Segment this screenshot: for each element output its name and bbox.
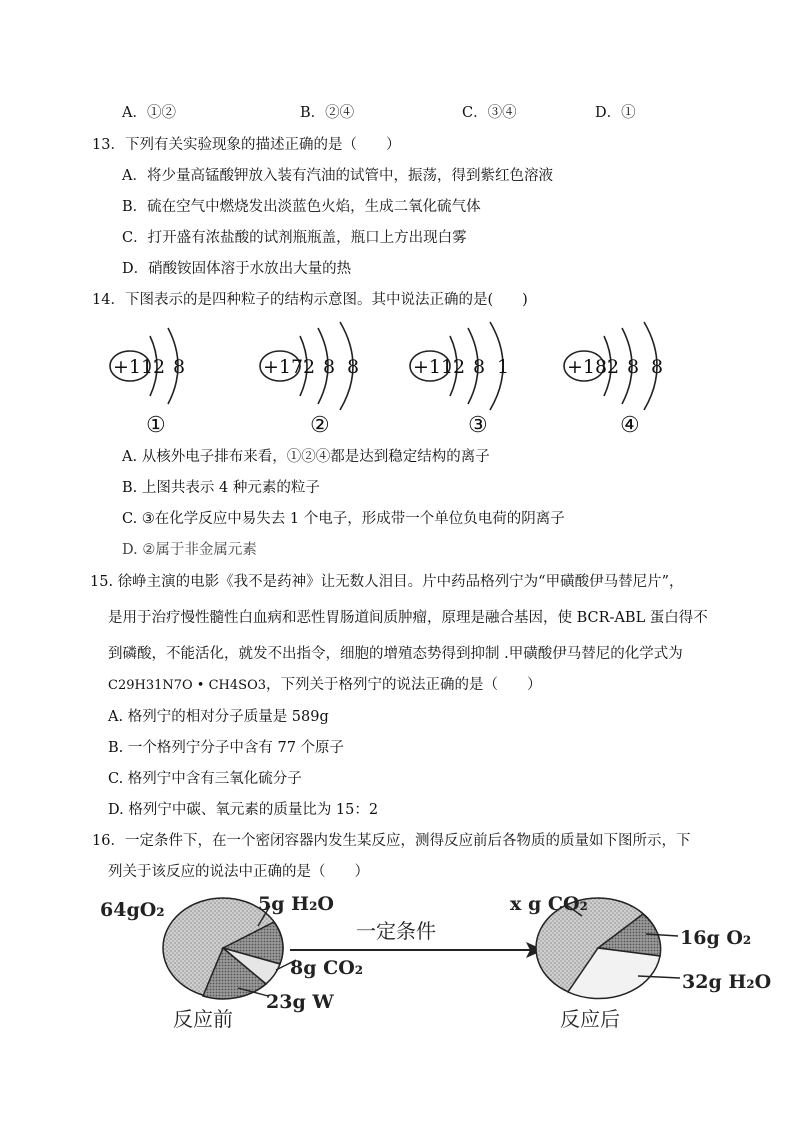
before-caption: 反应前: [173, 1007, 233, 1031]
atom1-nucleus: +11: [113, 356, 154, 378]
atom3-shell2: 8: [473, 356, 486, 378]
before-w-label: 23g W: [266, 991, 334, 1013]
q12-option-b: B．②④: [300, 105, 355, 121]
reaction-condition: 一定条件: [356, 919, 436, 943]
atom4-shell3: 8: [651, 356, 664, 378]
q12-option-c: C．③④: [462, 105, 517, 121]
q15-option-b: B. 一个格列宁分子中含有 77 个原子: [108, 740, 345, 756]
q12-option-d: D．①: [595, 105, 636, 121]
atom4-shell1: 2: [607, 356, 620, 378]
reaction-pie-diagram: [98, 886, 772, 1032]
before-h2o-label: 5g H₂O: [258, 893, 334, 915]
q15-line1: 15. 徐峥主演的电影《我不是药神》让无数人泪目。片中药品格列宁为“甲磺酸伊马替尼片”，: [90, 574, 684, 590]
q14-option-d: D. ②属于非金属元素: [122, 542, 257, 558]
reaction-arrow: [290, 942, 544, 958]
after-h2o-label: 32g H₂O: [682, 971, 772, 993]
q15-line2: 是用于治疗慢性髓性白血病和恶性胃肠道间质肿瘤，原理是融合基因，使 BCR-ABL 蛋白得不: [108, 610, 708, 626]
q14-option-a: A. 从核外电子排布来看，①②④都是达到稳定结构的离子: [122, 449, 490, 465]
atom1-shell2: 8: [173, 356, 186, 378]
q15-option-c: C. 格列宁中含有三氧化硫分子: [108, 771, 302, 787]
atom2-shell2: 8: [323, 356, 336, 378]
q15-option-d: D. 格列宁中碳、氧元素的质量比为 15：2: [108, 802, 379, 818]
before-co2-label: 8g CO₂: [290, 957, 364, 979]
q14-option-b: B. 上图共表示 4 种元素的粒子: [122, 480, 320, 496]
atom4-nucleus: +18: [567, 356, 608, 378]
atom3-shell3: 1: [497, 356, 510, 378]
q13-option-a: A．将少量高锰酸钾放入装有汽油的试管中，振荡，得到紫红色溶液: [122, 168, 553, 184]
q15-line3: 到磷酸，不能活化，就发不出指令，细胞的增殖态势得到抑制 .甲磺酸伊马替尼的化学式为: [108, 646, 683, 662]
q13-option-b: B．硫在空气中燃烧发出淡蓝色火焰，生成二氧化硫气体: [122, 199, 481, 215]
q13-stem: 13．下列有关实验现象的描述正确的是（ ）: [92, 137, 401, 153]
atom4-shell2: 8: [627, 356, 640, 378]
atom2-shell1: 2: [303, 356, 316, 378]
q13-option-c: C．打开盛有浓盐酸的试剂瓶瓶盖，瓶口上方出现白雾: [122, 230, 467, 246]
q12-option-a: A．①②: [122, 105, 176, 121]
after-co2-label: x g CO₂: [510, 893, 588, 915]
q14-stem: 14．下图表示的是四种粒子的结构示意图。其中说法正确的是( ): [92, 292, 528, 308]
q13-option-d: D．硝酸铵固体溶于水放出大量的热: [122, 261, 352, 277]
atom3-nucleus: +11: [413, 356, 454, 378]
q16-line1: 16．一定条件下，在一个密闭容器内发生某反应，测得反应前后各物质的质量如下图所示，下: [92, 833, 691, 849]
q15-formula: C29H31N7O • CH4SO3: [108, 678, 266, 693]
atom1-shell1: 2: [153, 356, 166, 378]
q15-option-a: A. 格列宁的相对分子质量是 589g: [108, 709, 329, 725]
atom-structure-diagram: [100, 318, 690, 440]
q15-line4-text: ，下列关于格列宁的说法正确的是（ ）: [266, 677, 542, 693]
atom2-label: ②: [310, 413, 330, 438]
atom2-shell3: 8: [347, 356, 360, 378]
q16-line2: 列关于该反应的说法中正确的是（ ）: [108, 864, 369, 880]
q15-line4: [108, 673, 542, 694]
q14-option-c: C. ③在化学反应中易失去 1 个电子，形成带一个单位负电荷的阴离子: [122, 511, 565, 527]
atom2-nucleus: +17: [263, 356, 304, 378]
after-caption: 反应后: [560, 1007, 620, 1031]
atom3-label: ③: [468, 413, 488, 438]
before-o2-label: 64gO₂: [100, 899, 165, 921]
atom3-shell1: 2: [453, 356, 466, 378]
after-o2-label: 16g O₂: [680, 927, 752, 949]
atom4-label: ④: [620, 413, 640, 438]
atom1-label: ①: [146, 413, 166, 438]
